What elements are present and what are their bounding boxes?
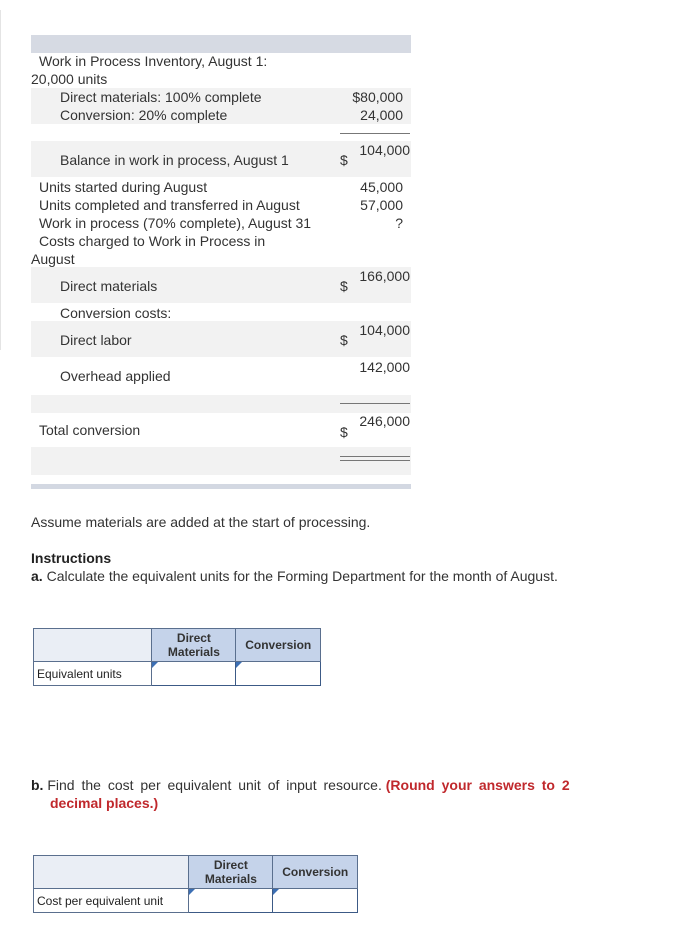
dm-cost-label: Direct materials: [60, 278, 158, 294]
overhead-label: Overhead applied: [60, 368, 171, 384]
dm-complete-label: Direct materials: 100% complete: [60, 89, 262, 105]
costs-charged-label-line1: Costs charged to Work in Process in: [39, 233, 266, 249]
equivalent-units-dm-input-cell[interactable]: [152, 662, 236, 686]
conversion-complete-value: 24,000: [360, 107, 403, 123]
cost-per-unit-conversion-input-cell[interactable]: [273, 889, 358, 913]
row-band: [31, 395, 411, 413]
input-marker-icon: [152, 662, 158, 668]
wip-end-value: ?: [395, 215, 403, 231]
units-completed-value: 57,000: [360, 197, 403, 213]
balance-label: Balance in work in process, August 1: [60, 152, 289, 168]
header-band: [31, 35, 411, 53]
total-conversion-value: 246,000: [359, 413, 410, 429]
equivalent-units-conversion-input-cell[interactable]: [236, 662, 321, 686]
part-a-letter: a.: [31, 568, 43, 584]
total-conversion-label: Total conversion: [39, 422, 141, 438]
equivalent-units-dm-input[interactable]: [152, 667, 235, 681]
double-rule-top: [340, 456, 410, 457]
input-marker-icon: [273, 889, 279, 895]
direct-labor-label: Direct labor: [60, 332, 132, 348]
double-rule-bottom: [340, 460, 410, 461]
part-a-instruction: [31, 568, 558, 585]
column-header-conversion: Conversion: [236, 629, 321, 662]
column-header-conversion: Conversion: [273, 856, 358, 889]
equivalent-units-conversion-input[interactable]: [236, 667, 320, 681]
total-rule: [340, 403, 410, 404]
units-started-label: Units started during August: [39, 179, 208, 195]
footer-band: [31, 484, 411, 489]
cost-per-unit-dm-input-cell[interactable]: [189, 889, 273, 913]
conversion-complete-label: Conversion: 20% complete: [60, 107, 228, 123]
direct-labor-value: 104,000: [359, 322, 410, 338]
total-conversion-dollar-sign: $: [340, 424, 348, 440]
wip-end-label: Work in process (70% complete), August 31: [39, 215, 312, 231]
cost-per-unit-table: [33, 855, 358, 913]
table-header-blank: [34, 629, 152, 662]
column-header-direct-materials: Direct Materials: [152, 629, 236, 662]
costs-charged-label-line2: August: [31, 251, 75, 267]
subtotal-rule: [340, 133, 410, 134]
dm-cost-value: 166,000: [359, 268, 410, 284]
cost-per-unit-dm-input[interactable]: [189, 894, 272, 908]
input-marker-icon: [189, 889, 195, 895]
part-b-text: Find the cost per equivalent unit of input resource.: [47, 777, 382, 793]
part-b-letter: b.: [31, 777, 44, 793]
cost-per-unit-conversion-input[interactable]: [273, 894, 357, 908]
part-b-rounding-note-line2: decimal places.): [50, 795, 159, 811]
assumption-text: Assume materials are added at the start of processing.: [31, 514, 371, 530]
balance-value: 104,000: [359, 142, 410, 158]
table-header-blank: [34, 856, 189, 889]
balance-dollar-sign: $: [340, 152, 348, 168]
units-completed-label: Units completed and transferred in August: [39, 197, 300, 213]
wip-heading-line1: Work in Process Inventory, August 1:: [39, 53, 268, 69]
dm-complete-value: $80,000: [352, 89, 403, 105]
dm-cost-dollar-sign: $: [340, 278, 348, 294]
row-band: [31, 447, 411, 475]
row-label-cost-per-equivalent-unit: Cost per equivalent unit: [34, 889, 189, 913]
part-b-instruction: [31, 777, 570, 794]
column-header-direct-materials: Direct Materials: [189, 856, 273, 889]
part-b-rounding-note-line1: (Round your answers to 2: [385, 777, 570, 793]
part-a-text: Calculate the equivalent units for the Forming Department for the month of August.: [46, 568, 558, 584]
overhead-value: 142,000: [359, 359, 410, 375]
conversion-costs-label: Conversion costs:: [60, 305, 172, 321]
direct-labor-dollar-sign: $: [340, 332, 348, 348]
left-border-rule: [0, 10, 1, 350]
row-label-equivalent-units: Equivalent units: [34, 662, 152, 686]
equivalent-units-table: [33, 628, 321, 686]
wip-heading-line2: 20,000 units: [31, 71, 108, 87]
instructions-heading: Instructions: [31, 550, 112, 566]
units-started-value: 45,000: [360, 179, 403, 195]
input-marker-icon: [236, 662, 242, 668]
